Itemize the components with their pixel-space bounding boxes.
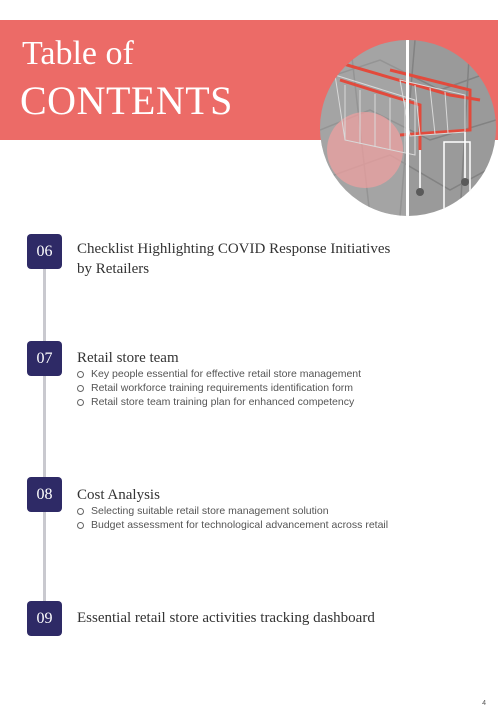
- list-item: Retail workforce training requirements identification form: [77, 381, 477, 395]
- bullet-circle-icon: [77, 371, 84, 378]
- bullet-circle-icon: [77, 399, 84, 406]
- section-title-08: Cost Analysis: [77, 487, 160, 503]
- list-item: Key people essential for effective retail store management: [77, 367, 477, 381]
- page-title-line1: Table of: [22, 35, 134, 72]
- timeline-line: [43, 252, 46, 620]
- section-number-07: 07: [27, 341, 62, 376]
- section-number-09: 09: [27, 601, 62, 636]
- section-title-09: Essential retail store activities tracking dashboard: [77, 610, 375, 626]
- list-item: Retail store team training plan for enhanced competency: [77, 395, 477, 409]
- section-07-bullets: [77, 367, 477, 409]
- page-title-line2: CONTENTS: [20, 78, 233, 123]
- page-number: 4: [482, 700, 486, 707]
- section-title-06-line1: Checklist Highlighting COVID Response Initiatives: [77, 241, 391, 257]
- bullet-circle-icon: [77, 508, 84, 515]
- shopping-cart-image: [320, 40, 496, 216]
- bullet-circle-icon: [77, 522, 84, 529]
- section-number-08: 08: [27, 477, 62, 512]
- section-title-06-line2: by Retailers: [77, 261, 150, 277]
- section-08-bullets: [77, 504, 477, 532]
- list-item: Selecting suitable retail store management solution: [77, 504, 477, 518]
- list-item: Budget assessment for technological advancement across retail: [77, 518, 477, 532]
- bullet-circle-icon: [77, 385, 84, 392]
- shopping-cart-photo: [320, 40, 496, 216]
- section-number-06: 06: [27, 234, 62, 269]
- section-title-07: Retail store team: [77, 350, 179, 366]
